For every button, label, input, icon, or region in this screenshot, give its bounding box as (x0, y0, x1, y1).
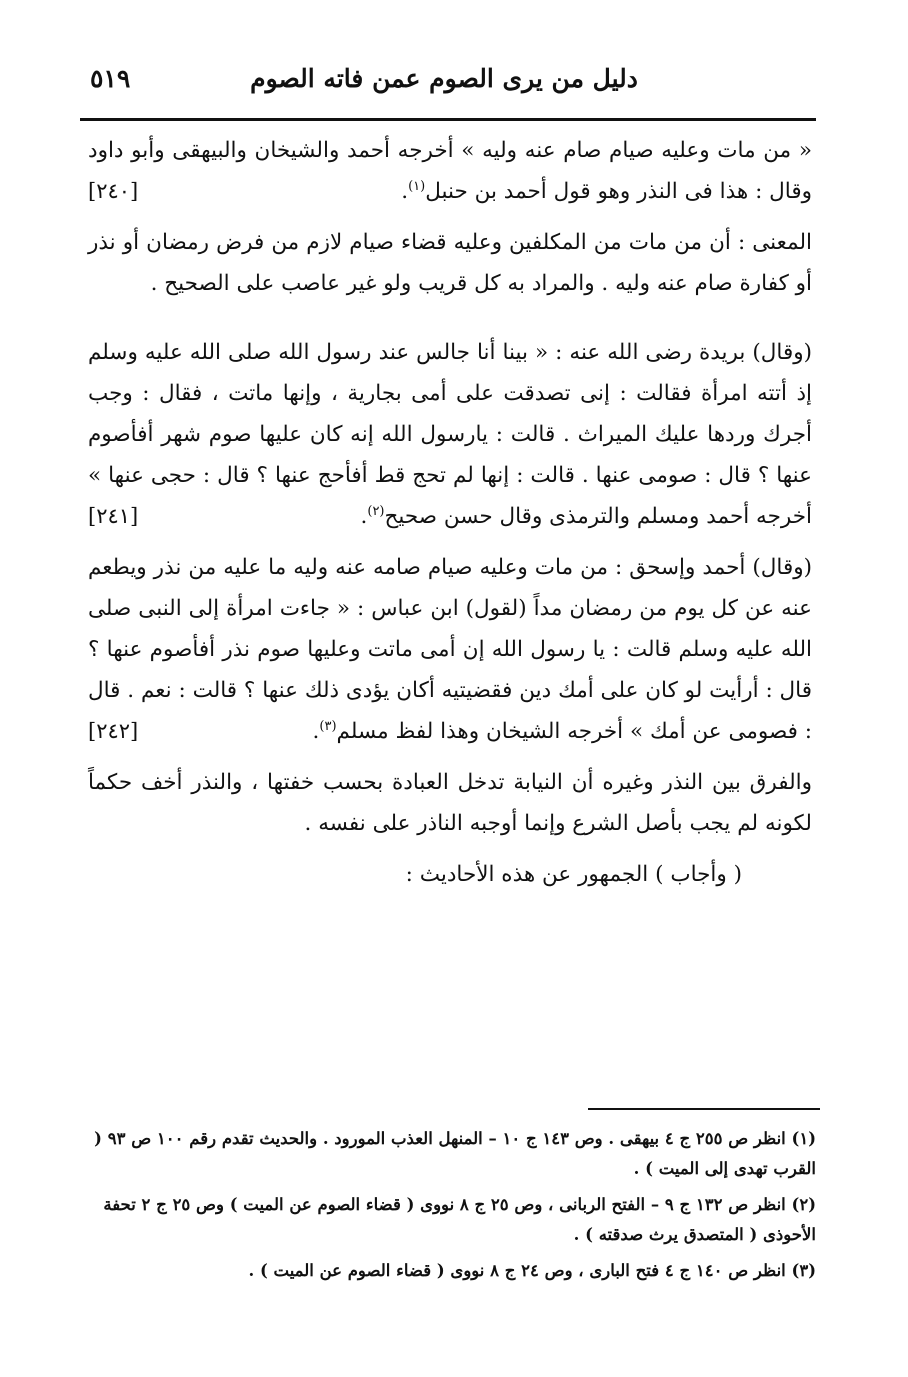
paragraph-hadith-240: « من مات وعليه صيام صام عنه وليه » أخرجه أحمد والشيخان والبيهقى وأبو داود وقال : هذا فى النذر وهو قول أحمد بن حنبل$^{(١)}$. [٢٤٠] (88, 130, 812, 212)
footnote-3: (٣) انظر ص ١٤٠ ج ٤ فتح البارى ، وص ٢٤ ج ٨ نووى ( قضاء الصوم عن الميت ) . (248, 1261, 816, 1280)
paragraph-difference (88, 762, 812, 844)
paragraph-answer (88, 854, 812, 895)
paragraph-text: (وقال) بريدة رضى الله عنه : « بينا أنا جالس عند رسول الله صلى الله عليه وسلم إذ أتته امرأة فقالت : إنى تصدقت على أمى بجارية ، وإنها ماتت ، فقال : وجب أجرك وردها عليك الميراث . قالت : يارسول الله إنه كان عليها صوم شهر أفأصوم عنها ؟ قال : صومى عنها . قالت : إنها لم تحج قط أفأحج عنها ؟ قال : حجى عنها » أخرجه أحمد ومسلم والترمذى وقال حسن صحيح (88, 340, 812, 529)
main-text (88, 130, 812, 923)
running-header (80, 60, 808, 112)
footnotes (88, 1124, 816, 1292)
footnote-divider (588, 1108, 820, 1110)
paragraph-meaning (88, 222, 812, 304)
paragraph-text: المعنى : أن من مات من المكلفين وعليه قضاء صيام لازم من فرض رمضان أو نذر أو كفارة صام عنه وليه . والمراد به كل قريب ولو غير عاصب على الصحيح . (88, 230, 812, 296)
paragraph-text: « من مات وعليه صيام صام عنه وليه » أخرجه أحمد والشيخان والبيهقى وأبو داود وقال : هذا فى النذر وهو قول أحمد بن حنبل (88, 138, 812, 204)
header-divider (80, 118, 816, 121)
footnote-1: (١) انظر ص ٢٥٥ ج ٤ بيهقى . وص ١٤٣ ج ١٠ – المنهل العذب المورود . والحديث تقدم رقم ١٠٠ ص ٩٣ ( القرب تهدى إلى الميت ) . (94, 1129, 816, 1178)
paragraph-hadith-241: (وقال) بريدة رضى الله عنه : « بينا أنا جالس عند رسول الله صلى الله عليه وسلم إذ أتته امرأة فقالت : إنى تصدقت على أمى بجارية ، وإنها ماتت ، فقال : وجب أجرك وردها عليك الميراث . قالت : يارسول الله إنه كان عليها صوم شهر أفأصوم عنها ؟ قال : صومى عنها . قالت : إنها لم تحج قط أفأحج عنها ؟ قال : حجى عنها » أخرجه أحمد ومسلم والترمذى وقال حسن صحيح$^{(٢)}$. [٢٤١] (88, 332, 812, 537)
footnote-2: (٢) انظر ص ١٣٢ ج ٩ – الفتح الربانى ، وص ٢٥ ج ٨ نووى ( قضاء الصوم عن الميت ) وص ٢٥ ج ٢ تحفة الأحوذى ( المتصدق يرث صدقته ) . (103, 1195, 816, 1244)
header-title: دليل من يرى الصوم عمن فاته الصوم (250, 64, 638, 93)
hadith-number: [٢٤٠] (88, 179, 139, 203)
footnote-marker: (٣) (319, 718, 337, 734)
footnote-marker: (١) (408, 178, 426, 194)
paragraph-text: (وقال) أحمد وإسحق : من مات وعليه صيام صامه عنه وليه ما عليه من نذر ويطعم عنه عن كل يوم من رمضان مداً (لقول) ابن عباس : « جاءت امرأة إلى النبى صلى الله عليه وسلم قالت : يا رسول الله إن أمى ماتت وعليها صوم نذر أفأصوم عنها ؟ قال : أرأيت لو كان على أمك دين فقضيتيه أكان يؤدى ذلك عنها ؟ قالت : نعم . قال : فصومى عن أمك » أخرجه الشيخان وهذا لفظ مسلم (88, 555, 812, 744)
hadith-number: [٢٤١] (88, 504, 139, 528)
footnote-marker: (٢) (367, 503, 385, 519)
hadith-number: [٢٤٢] (88, 719, 139, 743)
page-number: ٥١٩ (90, 64, 131, 93)
paragraph-text: والفرق بين النذر وغيره أن النيابة تدخل العبادة بحسب خفتها ، والنذر أخف حكماً لكونه لم يجب بأصل الشرع وإنما أوجبه الناذر على نفسه . (88, 770, 812, 836)
paragraph-hadith-242: (وقال) أحمد وإسحق : من مات وعليه صيام صامه عنه وليه ما عليه من نذر ويطعم عنه عن كل يوم من رمضان مداً (لقول) ابن عباس : « جاءت امرأة إلى النبى صلى الله عليه وسلم قالت : يا رسول الله إن أمى ماتت وعليها صوم نذر أفأصوم عنها ؟ قال : أرأيت لو كان على أمك دين فقضيتيه أكان يؤدى ذلك عنها ؟ قالت : نعم . قال : فصومى عن أمك » أخرجه الشيخان وهذا لفظ مسلم$^{(٣)}$. [٢٤٢] (88, 547, 812, 752)
paragraph-text: ( وأجاب ) الجمهور عن هذه الأحاديث : (405, 862, 742, 887)
